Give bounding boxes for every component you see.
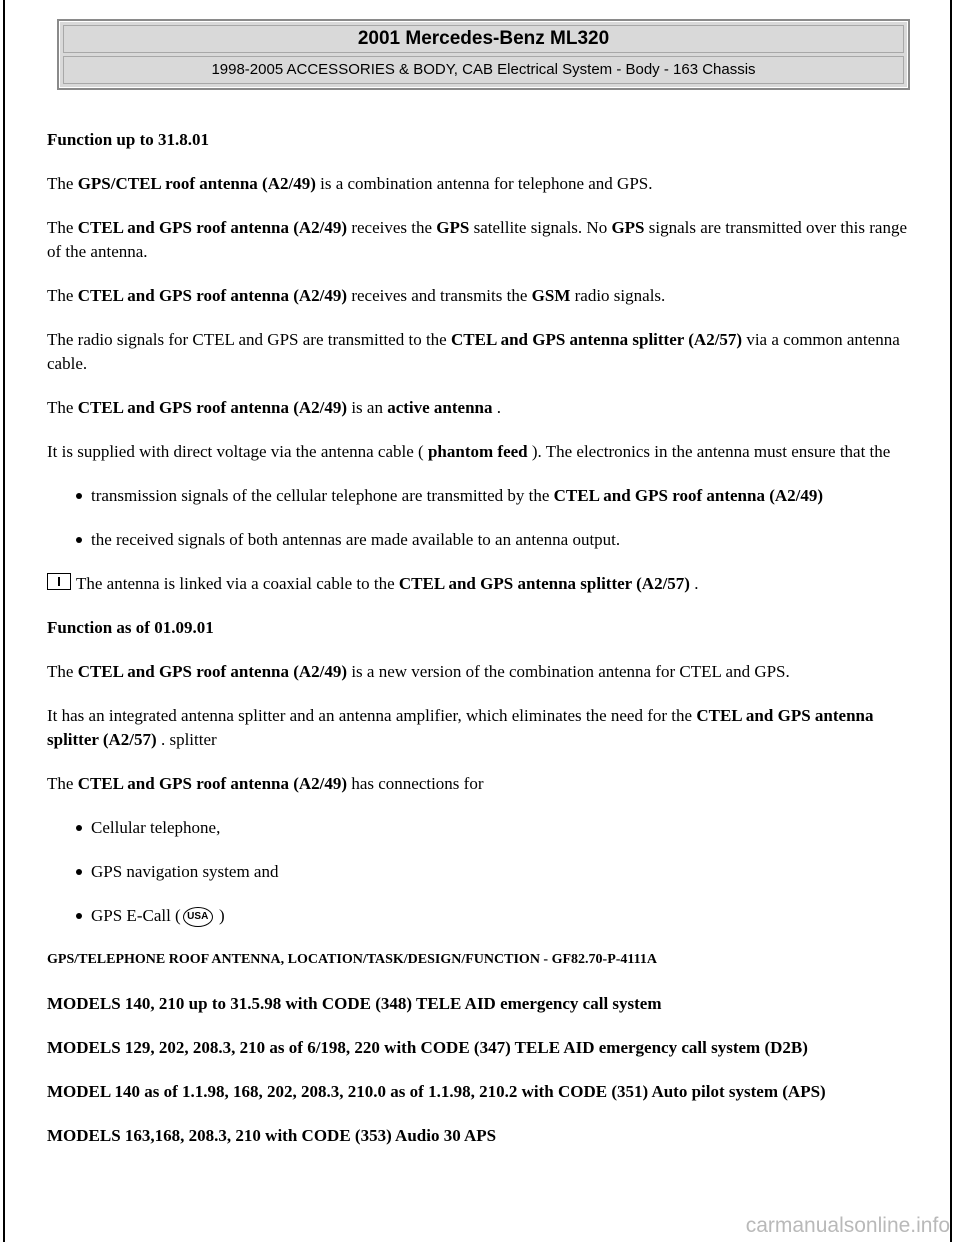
header-title: 2001 Mercedes-Benz ML320 — [63, 25, 904, 53]
models-line: MODELS 129, 202, 208.3, 210 as of 6/198, 220 with CODE (347) TELE AID emergency call system (D2B) — [47, 1038, 808, 1057]
list-item: GPS navigation system and — [91, 860, 917, 884]
paragraph-4: The radio signals for CTEL and GPS are transmitted to the CTEL and GPS antenna splitter (A2/57) via a common antenna cable. — [47, 330, 900, 373]
usa-icon: USA — [183, 907, 213, 927]
watermark-logo: carmanualsonline.info — [745, 1214, 950, 1237]
models-line: MODELS 140, 210 up to 31.5.98 with CODE (348) TELE AID emergency call system — [47, 994, 662, 1013]
paragraph-1: The GPS/CTEL roof antenna (A2/49) is a combination antenna for telephone and GPS. — [47, 174, 653, 193]
list-item: Cellular telephone, — [91, 816, 917, 840]
header-subtitle: 1998-2005 ACCESSORIES & BODY, CAB Electrical System - Body - 163 Chassis — [63, 56, 904, 84]
paragraph-2: The CTEL and GPS roof antenna (A2/49) receives the GPS satellite signals. No GPS signals are transmitted over this range of the antenna. — [47, 218, 907, 261]
section-heading-2: Function as of 01.09.01 — [47, 618, 214, 637]
bullet-list-2 — [47, 816, 917, 928]
models-line: MODEL 140 as of 1.1.98, 168, 202, 208.3, 210.0 as of 1.1.98, 210.2 with CODE (351) Auto pilot system (APS) — [47, 1082, 826, 1101]
paragraph-5: The CTEL and GPS roof antenna (A2/49) is an active antenna . — [47, 398, 501, 417]
note-icon — [47, 573, 71, 590]
list-item: the received signals of both antennas are made available to an antenna output. — [91, 528, 917, 552]
paragraph-8: It has an integrated antenna splitter and an antenna amplifier, which eliminates the need for the CTEL and GPS antenna splitter (A2/57) . splitter — [47, 706, 874, 749]
page-header — [57, 19, 910, 90]
section-heading-1: Function up to 31.8.01 — [47, 130, 209, 149]
reference-heading: GPS/TELEPHONE ROOF ANTENNA, LOCATION/TASK/DESIGN/FUNCTION - GF82.70-P-4111A — [47, 952, 657, 967]
bullet-list-1 — [47, 484, 917, 552]
document-body — [47, 128, 917, 1168]
paragraph-7: The CTEL and GPS roof antenna (A2/49) is a new version of the combination antenna for CTEL and GPS. — [47, 662, 790, 681]
list-item: GPS E-Call ( USA ) — [91, 904, 917, 928]
paragraph-3: The CTEL and GPS roof antenna (A2/49) receives and transmits the GSM radio signals. — [47, 286, 666, 305]
paragraph-6: It is supplied with direct voltage via the antenna cable ( phantom feed ). The electronics in the antenna must ensure that the — [47, 442, 891, 461]
note-paragraph: The antenna is linked via a coaxial cable to the CTEL and GPS antenna splitter (A2/57) . — [47, 572, 917, 596]
models-line: MODELS 163,168, 208.3, 210 with CODE (353) Audio 30 APS — [47, 1126, 497, 1145]
paragraph-9: The CTEL and GPS roof antenna (A2/49) has connections for — [47, 774, 484, 793]
list-item: transmission signals of the cellular telephone are transmitted by the CTEL and GPS roof antenna (A2/49) — [91, 484, 917, 508]
